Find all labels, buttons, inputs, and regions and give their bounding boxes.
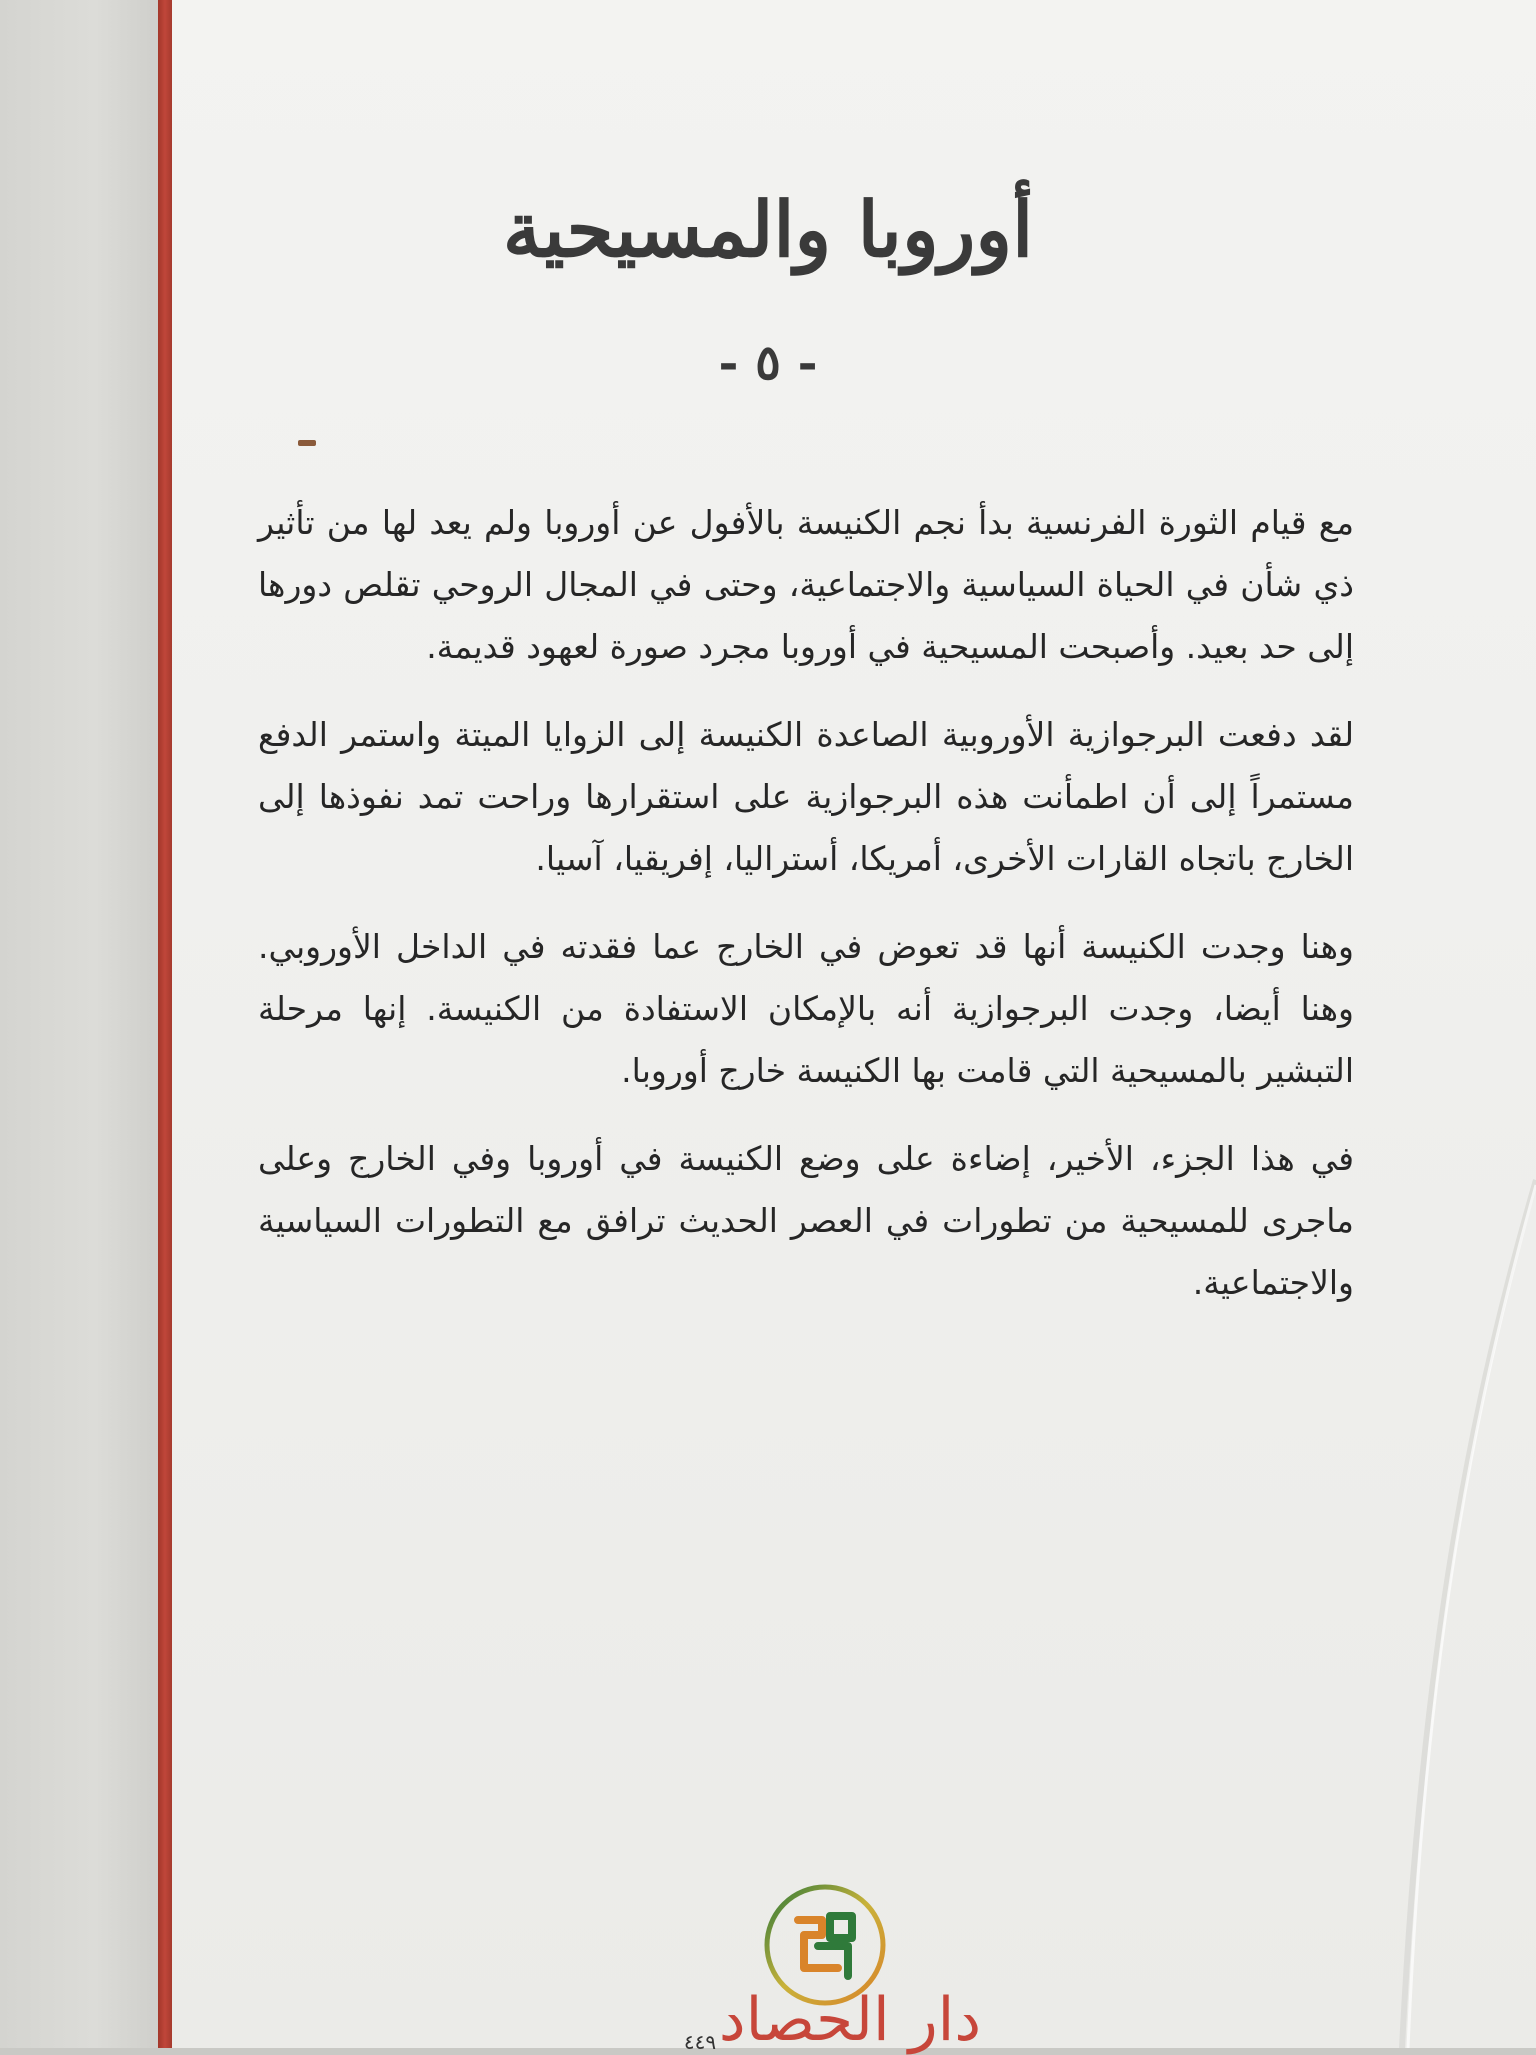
publisher-name: دار الحصاد [718, 1985, 982, 2055]
cover-red-edge [158, 0, 172, 2048]
blurb-paragraph: لقد دفعت البرجوازية الأوروبية الصاعدة الكنيسة إلى الزوايا الميتة واستمر الدفع مستمراً إلى أن اطمأنت هذه البرجوازية على استقرارها وراحت تمد نفوذها إلى الخارج باتجاه القارات الأخرى، أمريكا، أستراليا، إفريقيا، آسيا. [258, 715, 1354, 878]
blurb-paragraph: في هذا الجزء، الأخير، إضاءة على وضع الكنيسة في أوروبا وفي الخارج وعلى ماجرى للمسيحية من تطورات في العصر الحديث ترافق مع التطورات السياسية والاجتماعية. [258, 1139, 1354, 1302]
book-title: أوروبا والمسيحية [502, 185, 1034, 274]
blurb-text [258, 492, 1354, 1340]
adjacent-surface [0, 0, 158, 2048]
blurb-paragraph: وهنا وجدت الكنيسة أنها قد تعوض في الخارج عما فقدته في الداخل الأوروبي. وهنا أيضا، وجدت البرجوازية أنه بالإمكان الاستفادة من الكنيسة. إنها مرحلة التبشير بالمسيحية التي قامت بها الكنيسة خارج أوروبا. [258, 927, 1354, 1090]
blurb-paragraph: مع قيام الثورة الفرنسية بدأ نجم الكنيسة بالأفول عن أوروبا ولم يعد لها من تأثير ذي شأن في الحياة السياسية والاجتماعية، وحتى في المجال الروحي تقلص دورها إلى حد بعيد. وأصبحت المسيحية في أوروبا مجرد صورة لعهود قديمة. [258, 503, 1354, 666]
publisher-number: ٤٤٩ [683, 2030, 717, 2054]
print-mark [298, 440, 316, 446]
part-number: - ٥ - [718, 335, 818, 391]
